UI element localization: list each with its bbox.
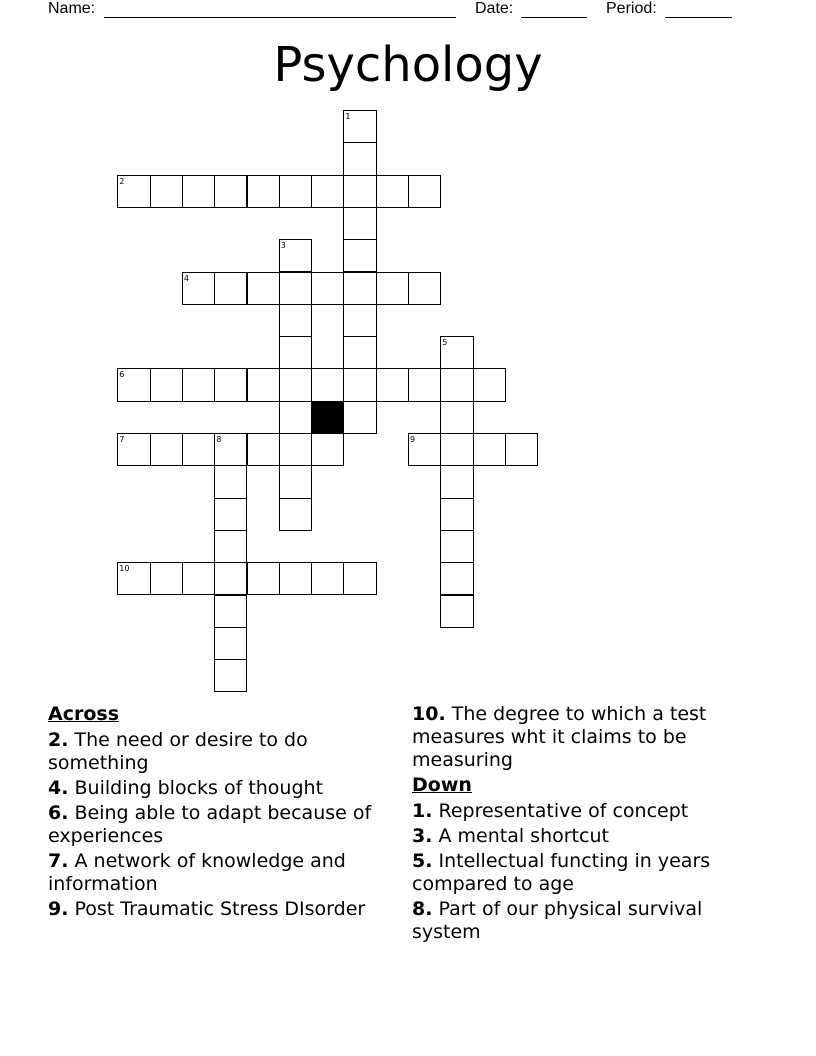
clue-number: 4. — [48, 777, 69, 799]
grid-cell[interactable] — [473, 368, 506, 401]
grid-cell[interactable] — [247, 368, 280, 401]
grid-cell[interactable] — [343, 368, 376, 401]
grid-cell[interactable] — [440, 530, 473, 563]
grid-cell[interactable] — [440, 368, 473, 401]
grid-cell[interactable] — [279, 239, 312, 272]
grid-cell[interactable] — [214, 368, 247, 401]
down-clue — [412, 800, 762, 823]
grid-cell[interactable] — [117, 433, 150, 466]
clue-number-label: 2 — [119, 176, 125, 186]
grid-cell[interactable] — [214, 627, 247, 660]
across-clue — [412, 703, 762, 772]
grid-cell[interactable] — [440, 401, 473, 434]
name-field[interactable] — [104, 17, 456, 18]
grid-cell[interactable] — [279, 465, 312, 498]
clue-number: 8. — [412, 898, 433, 920]
grid-cell[interactable] — [117, 368, 150, 401]
clue-text: Part of our physical survival system — [412, 898, 703, 943]
grid-cell[interactable] — [343, 110, 376, 143]
clue-number: 2. — [48, 729, 69, 751]
clue-number: 5. — [412, 850, 433, 872]
grid-cell[interactable] — [505, 433, 538, 466]
grid-cell[interactable] — [279, 433, 312, 466]
grid-cell[interactable] — [247, 272, 280, 305]
clue-number-label: 10 — [119, 564, 130, 574]
clue-number-label: 3 — [280, 241, 286, 251]
clue-number: 9. — [48, 898, 69, 920]
grid-cell[interactable] — [408, 368, 441, 401]
grid-cell[interactable] — [214, 175, 247, 208]
down-clue — [412, 825, 762, 848]
grid-cell[interactable] — [182, 272, 215, 305]
clue-number-label: 4 — [183, 273, 189, 283]
grid-cell[interactable] — [343, 142, 376, 175]
clue-text: Intellectual functing in years compared to age — [412, 850, 711, 895]
grid-cell[interactable] — [279, 401, 312, 434]
grid-cell[interactable] — [279, 498, 312, 531]
grid-cell[interactable] — [214, 465, 247, 498]
down-clue — [412, 850, 762, 896]
name-label: Name: — [48, 0, 96, 17]
grid-cell[interactable] — [343, 239, 376, 272]
across-clue-list-continued — [412, 703, 762, 772]
clues-column-left — [48, 703, 388, 923]
grid-cell[interactable] — [117, 175, 150, 208]
grid-cell[interactable] — [247, 175, 280, 208]
down-heading: Down — [412, 774, 472, 796]
grid-cell[interactable] — [214, 272, 247, 305]
grid-cell[interactable] — [343, 401, 376, 434]
clue-number: 6. — [48, 802, 69, 824]
clue-number-label: 5 — [442, 338, 448, 348]
grid-cell[interactable] — [214, 433, 247, 466]
grid-cell[interactable] — [150, 562, 183, 595]
across-clue — [48, 729, 388, 775]
across-heading: Across — [48, 703, 120, 725]
clue-text: A mental shortcut — [432, 825, 609, 847]
clue-number: 1. — [412, 800, 433, 822]
grid-cell[interactable] — [117, 562, 150, 595]
grid-cell[interactable] — [440, 595, 473, 628]
clue-text: Post Traumatic Stress DIsorder — [68, 898, 366, 920]
clue-number-label: 7 — [119, 435, 125, 444]
header — [0, 0, 816, 20]
across-clue — [48, 898, 388, 921]
grid-cell[interactable] — [376, 175, 409, 208]
grid-cell[interactable] — [279, 304, 312, 337]
page-title: Psychology — [273, 37, 543, 93]
grid-cell[interactable] — [182, 562, 215, 595]
grid-cell[interactable] — [343, 304, 376, 337]
grid-cell[interactable] — [408, 433, 441, 466]
clue-text: Building blocks of thought — [68, 777, 324, 799]
grid-cell[interactable] — [343, 207, 376, 240]
grid-cell[interactable] — [440, 498, 473, 531]
clue-text: A network of knowledge and information — [48, 850, 346, 895]
clues-column-right — [412, 703, 762, 946]
clue-text: The degree to which a test measures wht it claims to be measuring — [412, 703, 707, 771]
grid-cell[interactable] — [247, 562, 280, 595]
grid-cell[interactable] — [311, 272, 344, 305]
grid-cell[interactable] — [343, 562, 376, 595]
grid-cell[interactable] — [440, 562, 473, 595]
date-field[interactable] — [521, 17, 587, 18]
grid-cell[interactable] — [408, 175, 441, 208]
grid-cell[interactable] — [279, 368, 312, 401]
down-clue-list — [412, 800, 762, 944]
clue-number-label: 9 — [410, 435, 416, 444]
clue-number: 7. — [48, 850, 69, 872]
clue-text: Being able to adapt because of experiences — [48, 802, 372, 847]
clue-number-label: 1 — [345, 112, 351, 121]
grid-cell[interactable] — [279, 336, 312, 369]
grid-cell[interactable] — [182, 433, 215, 466]
grid-cell[interactable] — [440, 465, 473, 498]
grid-cell[interactable] — [343, 336, 376, 369]
across-clue — [48, 802, 388, 848]
grid-cell[interactable] — [279, 562, 312, 595]
across-clue-list — [48, 729, 388, 921]
grid-cell[interactable] — [311, 368, 344, 401]
period-field[interactable] — [665, 17, 732, 18]
grid-cell[interactable] — [214, 530, 247, 563]
grid-cell[interactable] — [376, 368, 409, 401]
grid-cell[interactable] — [214, 595, 247, 628]
blocked-cell — [311, 401, 344, 434]
clue-number: 3. — [412, 825, 433, 847]
grid-cell[interactable] — [440, 433, 473, 466]
date-label: Date: — [475, 0, 514, 17]
grid-cell[interactable] — [279, 175, 312, 208]
clue-number-label: 6 — [119, 370, 125, 380]
clue-text: Representative of concept — [432, 800, 689, 822]
grid-cell[interactable] — [214, 498, 247, 531]
grid-cell[interactable] — [150, 368, 183, 401]
grid-cell[interactable] — [343, 175, 376, 208]
grid-cell[interactable] — [376, 272, 409, 305]
grid-cell[interactable] — [343, 272, 376, 305]
grid-cell[interactable] — [311, 562, 344, 595]
grid-cell[interactable] — [473, 433, 506, 466]
grid-cell[interactable] — [311, 175, 344, 208]
grid-cell[interactable] — [182, 175, 215, 208]
across-clue — [48, 850, 388, 896]
grid-cell[interactable] — [214, 562, 247, 595]
clue-number-label: 8 — [216, 435, 222, 444]
grid-cell[interactable] — [247, 433, 280, 466]
down-clue — [412, 898, 762, 944]
clue-number: 10. — [412, 703, 446, 725]
grid-cell[interactable] — [311, 433, 344, 466]
grid-cell[interactable] — [150, 175, 183, 208]
grid-cell[interactable] — [182, 368, 215, 401]
grid-cell[interactable] — [440, 336, 473, 369]
clue-text: The need or desire to do something — [48, 729, 308, 774]
grid-cell[interactable] — [150, 433, 183, 466]
grid-cell[interactable] — [214, 659, 247, 692]
period-label: Period: — [606, 0, 657, 17]
grid-cell[interactable] — [408, 272, 441, 305]
across-clue — [48, 777, 388, 800]
grid-cell[interactable] — [279, 272, 312, 305]
